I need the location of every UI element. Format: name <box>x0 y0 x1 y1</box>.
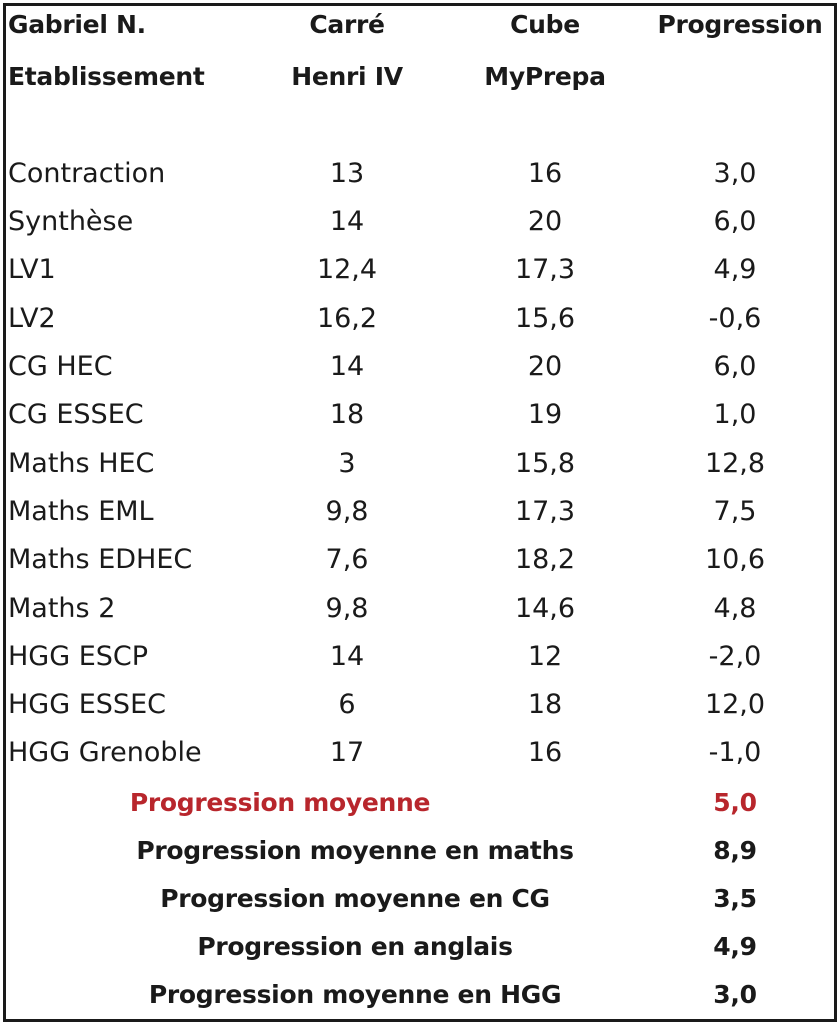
subject-cell: Maths HEC <box>8 448 155 479</box>
cube-cell: 12 <box>527 641 563 672</box>
subject-cell: LV2 <box>8 303 56 334</box>
progression-cell: 10,6 <box>704 544 766 575</box>
summary-row-anglais <box>0 924 840 972</box>
cube-cell: 20 <box>527 206 563 237</box>
subject-cell: Maths EDHEC <box>8 544 193 575</box>
carre-cell: 14 <box>329 206 365 237</box>
header-row-1 <box>0 0 840 48</box>
summary-value: 8,9 <box>713 836 757 865</box>
progression-cell: 6,0 <box>713 351 757 382</box>
table-row <box>0 635 840 683</box>
carre-cell: 18 <box>329 399 365 430</box>
summary-row-maths <box>0 828 840 876</box>
header-cube: Cube <box>510 10 580 39</box>
table-row <box>0 587 840 635</box>
header-row-2 <box>0 52 840 100</box>
table-row <box>0 248 840 296</box>
carre-cell: 6 <box>338 689 356 720</box>
carre-cell: 12,4 <box>316 254 378 285</box>
carre-cell: 17 <box>329 737 365 768</box>
cube-cell: 15,6 <box>514 303 576 334</box>
table-row <box>0 490 840 538</box>
summary-value: 3,0 <box>713 980 757 1009</box>
summary-label: Progression moyenne en CG <box>160 884 550 913</box>
carre-cell: 3 <box>338 448 356 479</box>
header-henri-iv: Henri IV <box>291 62 403 91</box>
table-row <box>0 393 840 441</box>
progression-cell: 4,9 <box>713 254 757 285</box>
carre-cell: 14 <box>329 641 365 672</box>
header-carre: Carré <box>309 10 385 39</box>
subject-cell: Contraction <box>8 158 166 189</box>
carre-cell: 13 <box>329 158 365 189</box>
cube-cell: 15,8 <box>514 448 576 479</box>
subject-cell: Synthèse <box>8 206 134 237</box>
table-row <box>0 152 840 200</box>
progression-cell: 1,0 <box>713 399 757 430</box>
progression-cell: 4,8 <box>713 593 757 624</box>
summary-label: Progression moyenne en maths <box>136 836 574 865</box>
summary-label: Progression en anglais <box>197 932 513 961</box>
table-row <box>0 683 840 731</box>
table-row <box>0 200 840 248</box>
carre-cell: 9,8 <box>325 593 369 624</box>
header-myprepa: MyPrepa <box>484 62 606 91</box>
table-row <box>0 442 840 490</box>
subject-cell: Maths 2 <box>8 593 116 624</box>
subject-cell: LV1 <box>8 254 56 285</box>
table-row <box>0 345 840 393</box>
progression-cell: 6,0 <box>713 206 757 237</box>
progression-cell: 12,0 <box>704 689 766 720</box>
subject-cell: Maths EML <box>8 496 154 527</box>
carre-cell: 14 <box>329 351 365 382</box>
cube-cell: 14,6 <box>514 593 576 624</box>
cube-cell: 19 <box>527 399 563 430</box>
subject-cell: HGG Grenoble <box>8 737 202 768</box>
summary-row-average <box>0 780 840 828</box>
summary-value: 5,0 <box>713 788 757 817</box>
header-student-name: Gabriel N. <box>8 10 146 39</box>
cube-cell: 20 <box>527 351 563 382</box>
table-row <box>0 297 840 345</box>
progression-cell: -2,0 <box>708 641 762 672</box>
table-row <box>0 731 840 779</box>
summary-value: 4,9 <box>713 932 757 961</box>
table-row <box>0 538 840 586</box>
subject-cell: HGG ESCP <box>8 641 149 672</box>
subject-cell: HGG ESSEC <box>8 689 166 720</box>
cube-cell: 17,3 <box>514 254 576 285</box>
summary-value: 3,5 <box>713 884 757 913</box>
subject-cell: CG HEC <box>8 351 113 382</box>
cube-cell: 17,3 <box>514 496 576 527</box>
progression-cell: -1,0 <box>708 737 762 768</box>
cube-cell: 18 <box>527 689 563 720</box>
summary-row-cg <box>0 876 840 924</box>
progression-cell: -0,6 <box>708 303 762 334</box>
header-etablissement: Etablissement <box>8 62 205 91</box>
cube-cell: 16 <box>527 158 563 189</box>
subject-cell: CG ESSEC <box>8 399 144 430</box>
carre-cell: 7,6 <box>325 544 369 575</box>
cube-cell: 18,2 <box>514 544 576 575</box>
cube-cell: 16 <box>527 737 563 768</box>
summary-label: Progression moyenne <box>129 788 431 817</box>
summary-label: Progression moyenne en HGG <box>148 980 562 1009</box>
progression-cell: 3,0 <box>713 158 757 189</box>
carre-cell: 9,8 <box>325 496 369 527</box>
progression-cell: 7,5 <box>713 496 757 527</box>
carre-cell: 16,2 <box>316 303 378 334</box>
header-progression: Progression <box>657 10 823 39</box>
progression-cell: 12,8 <box>704 448 766 479</box>
summary-row-hgg <box>0 972 840 1020</box>
